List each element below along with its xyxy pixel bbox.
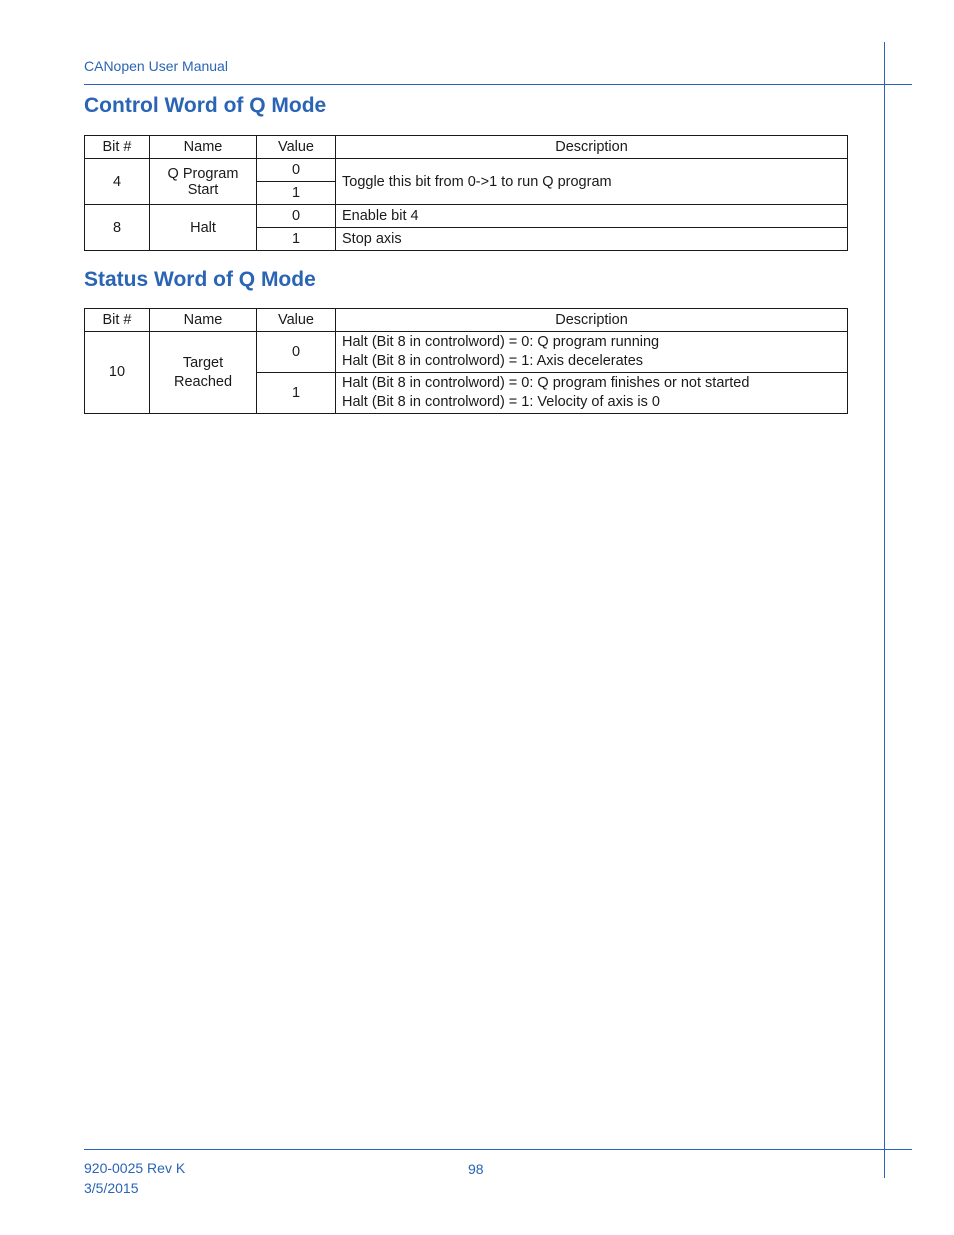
col-header-name: Name [150,136,257,159]
description-cell [336,332,848,373]
running-header: CANopen User Manual [84,58,228,74]
col-header-value: Value [257,309,336,332]
name-line: Reached [173,373,233,390]
status-word-table [84,308,848,414]
description-cell: Enable bit 4 [336,205,848,228]
value-cell: 0 [257,205,336,228]
doc-date: 3/5/2015 [84,1180,139,1196]
name-line: Start [187,181,219,198]
col-header-bit: Bit # [85,136,150,159]
margin-rule [884,42,885,1178]
description-line: Halt (Bit 8 in controlword) = 0: Q program finishes or not started [342,375,750,391]
control-word-heading: Control Word of Q Mode [84,94,327,117]
value-cell: 1 [257,228,336,251]
col-header-name: Name [150,309,257,332]
control-word-table [84,135,848,251]
description-line: Halt (Bit 8 in controlword) = 1: Axis decelerates [342,353,644,369]
name-cell: Halt [150,205,257,251]
description-line: Halt (Bit 8 in controlword) = 0: Q program running [342,334,660,350]
table-row [85,159,848,182]
table-row [85,205,848,228]
col-header-bit: Bit # [85,309,150,332]
name-line: Target [182,354,224,371]
table-header-row [85,309,848,332]
bit-cell: 8 [85,205,150,251]
col-header-description: Description [336,309,848,332]
value-cell: 1 [257,373,336,414]
description-cell: Stop axis [336,228,848,251]
name-cell [150,159,257,205]
value-cell: 0 [257,159,336,182]
header-rule [84,84,912,85]
description-cell: Toggle this bit from 0->1 to run Q program [336,159,848,205]
table-row [85,332,848,373]
page-number: 98 [468,1161,484,1177]
description-line: Halt (Bit 8 in controlword) = 1: Velocity of axis is 0 [342,394,660,410]
col-header-description: Description [336,136,848,159]
table-header-row [85,136,848,159]
bit-cell: 4 [85,159,150,205]
status-word-heading: Status Word of Q Mode [84,268,316,291]
doc-id: 920-0025 Rev K [84,1160,186,1176]
col-header-value: Value [257,136,336,159]
value-cell: 0 [257,332,336,373]
name-cell [150,332,257,414]
value-cell: 1 [257,182,336,205]
description-cell [336,373,848,414]
name-line: Q Program [167,165,239,182]
footer-rule [84,1149,912,1150]
bit-cell: 10 [85,332,150,414]
footer-doc-info [84,1158,185,1198]
